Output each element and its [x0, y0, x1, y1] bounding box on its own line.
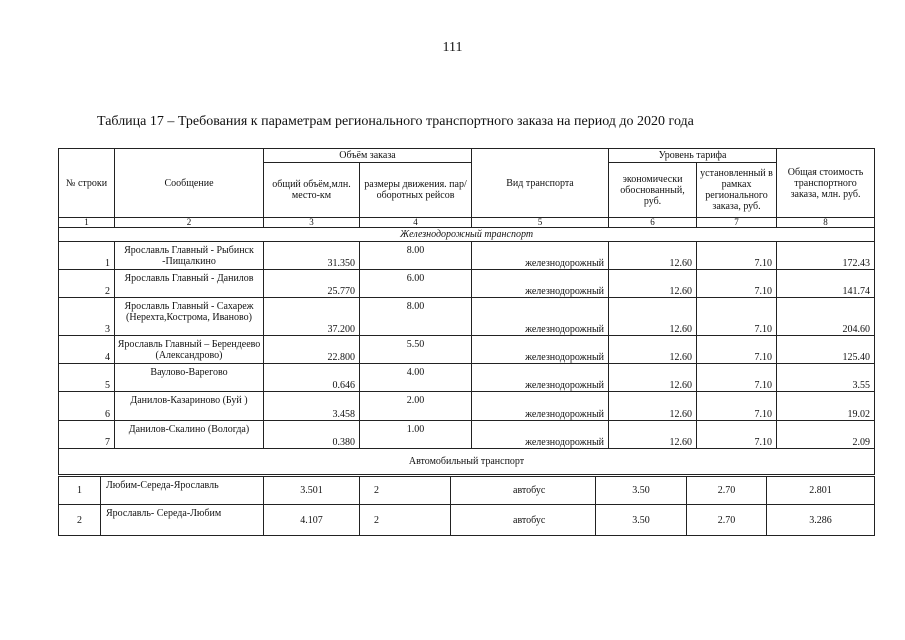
transport-type-value: автобус — [451, 477, 596, 505]
volume-value: 3.458 — [264, 392, 360, 421]
table-row — [59, 270, 875, 298]
total-cost-value: 19.02 — [777, 392, 875, 421]
row-number: 3 — [59, 298, 115, 336]
col-num: 8 — [777, 218, 875, 228]
table-row — [59, 298, 875, 336]
table-caption: Таблица 17 – Требования к параметрам регионального транспортного заказа на период до 2020 года — [97, 114, 694, 129]
bus-rows-table — [58, 476, 875, 536]
row-number: 7 — [59, 421, 115, 449]
total-cost-value: 2.09 — [777, 421, 875, 449]
header-tariff-group: Уровень тарифа — [609, 149, 777, 163]
transport-type-value: железнодорожный — [472, 270, 609, 298]
route-name: Ярославль Главный - Сахареж (Нерехта,Кострома, Иваново) — [115, 298, 264, 336]
volume-value: 0.646 — [264, 364, 360, 392]
tariff-economic-value: 12.60 — [609, 421, 697, 449]
total-cost-value: 172.43 — [777, 242, 875, 270]
header-tariff-economic: экономически обоснованный, руб. — [609, 163, 697, 218]
transport-type-value: железнодорожный — [472, 364, 609, 392]
volume-value: 0.380 — [264, 421, 360, 449]
table-row — [59, 421, 875, 449]
header-transport-type: Вид транспорта — [472, 149, 609, 218]
pairs-value: 1.00 — [360, 421, 472, 449]
total-cost-value: 2.801 — [767, 477, 875, 505]
tariff-set-value: 2.70 — [687, 505, 767, 536]
total-cost-value: 141.74 — [777, 270, 875, 298]
row-number: 4 — [59, 336, 115, 364]
route-name: Любим-Середа-Ярославль — [101, 477, 264, 505]
pairs-value: 2.00 — [360, 392, 472, 421]
section-title-railway: Железнодорожный транспорт — [59, 228, 875, 242]
header-tariff-set: установленный в рамках регионального заказа, руб. — [697, 163, 777, 218]
section-title-auto: Автомобильный транспорт — [59, 449, 875, 475]
transport-type-value: железнодорожный — [472, 421, 609, 449]
tariff-economic-value: 3.50 — [596, 505, 687, 536]
total-cost-value: 125.40 — [777, 336, 875, 364]
row-number: 1 — [59, 242, 115, 270]
tariff-economic-value: 12.60 — [609, 336, 697, 364]
header-row-1 — [59, 149, 875, 163]
tariff-economic-value: 3.50 — [596, 477, 687, 505]
volume-value: 4.107 — [264, 505, 360, 536]
col-num: 5 — [472, 218, 609, 228]
page-number: 111 — [442, 40, 463, 55]
table-row — [59, 505, 875, 536]
col-num: 2 — [115, 218, 264, 228]
pairs-value: 6.00 — [360, 270, 472, 298]
transport-type-value: железнодорожный — [472, 298, 609, 336]
volume-value: 31.350 — [264, 242, 360, 270]
header-message: Сообщение — [115, 149, 264, 218]
row-number: 6 — [59, 392, 115, 421]
route-name: Ярославль Главный - Рыбинск -Пищалкино — [115, 242, 264, 270]
pairs-value: 5.50 — [360, 336, 472, 364]
route-name: Ярославль Главный – Берендеево (Александрово) — [115, 336, 264, 364]
table-row — [59, 336, 875, 364]
transport-order-table — [58, 148, 875, 475]
column-numbers-row — [59, 218, 875, 228]
table-row — [59, 242, 875, 270]
header-traffic-size: размеры движения. пар/оборотных рейсов — [360, 163, 472, 218]
table-row — [59, 364, 875, 392]
route-name: Данилов-Казариново (Буй ) — [115, 392, 264, 421]
col-num: 1 — [59, 218, 115, 228]
tariff-economic-value: 12.60 — [609, 242, 697, 270]
header-total-volume: общий объём,млн. место-км — [264, 163, 360, 218]
route-name: Ярославль- Середа-Любим — [101, 505, 264, 536]
transport-type-value: железнодорожный — [472, 242, 609, 270]
volume-value: 37.200 — [264, 298, 360, 336]
tariff-set-value: 7.10 — [697, 392, 777, 421]
tariff-set-value: 7.10 — [697, 270, 777, 298]
tariff-set-value: 7.10 — [697, 421, 777, 449]
total-cost-value: 204.60 — [777, 298, 875, 336]
row-number: 2 — [59, 505, 101, 536]
pairs-value: 2 — [360, 477, 451, 505]
route-name: Ваулово-Варегово — [115, 364, 264, 392]
row-number: 5 — [59, 364, 115, 392]
tariff-set-value: 7.10 — [697, 242, 777, 270]
row-number: 2 — [59, 270, 115, 298]
volume-value: 3.501 — [264, 477, 360, 505]
route-name: Ярославль Главный - Данилов — [115, 270, 264, 298]
route-name: Данилов-Скалино (Вологда) — [115, 421, 264, 449]
col-num: 4 — [360, 218, 472, 228]
header-volume-group: Объём заказа — [264, 149, 472, 163]
header-total-cost: Общая стоимость транспортного заказа, млн. руб. — [777, 149, 875, 218]
volume-value: 22.800 — [264, 336, 360, 364]
table-row — [59, 392, 875, 421]
col-num: 6 — [609, 218, 697, 228]
pairs-value: 8.00 — [360, 242, 472, 270]
volume-value: 25.770 — [264, 270, 360, 298]
pairs-value: 2 — [360, 505, 451, 536]
transport-type-value: железнодорожный — [472, 392, 609, 421]
tariff-economic-value: 12.60 — [609, 298, 697, 336]
tariff-set-value: 7.10 — [697, 364, 777, 392]
tariff-set-value: 7.10 — [697, 336, 777, 364]
pairs-value: 8.00 — [360, 298, 472, 336]
header-row-num: № строки — [59, 149, 115, 218]
tariff-set-value: 7.10 — [697, 298, 777, 336]
total-cost-value: 3.55 — [777, 364, 875, 392]
total-cost-value: 3.286 — [767, 505, 875, 536]
col-num: 3 — [264, 218, 360, 228]
tariff-economic-value: 12.60 — [609, 270, 697, 298]
pairs-value: 4.00 — [360, 364, 472, 392]
section-row-auto — [59, 449, 875, 475]
row-number: 1 — [59, 477, 101, 505]
transport-type-value: автобус — [451, 505, 596, 536]
col-num: 7 — [697, 218, 777, 228]
transport-type-value: железнодорожный — [472, 336, 609, 364]
table-row — [59, 477, 875, 505]
section-row-railway — [59, 228, 875, 242]
tariff-set-value: 2.70 — [687, 477, 767, 505]
tariff-economic-value: 12.60 — [609, 364, 697, 392]
tariff-economic-value: 12.60 — [609, 392, 697, 421]
